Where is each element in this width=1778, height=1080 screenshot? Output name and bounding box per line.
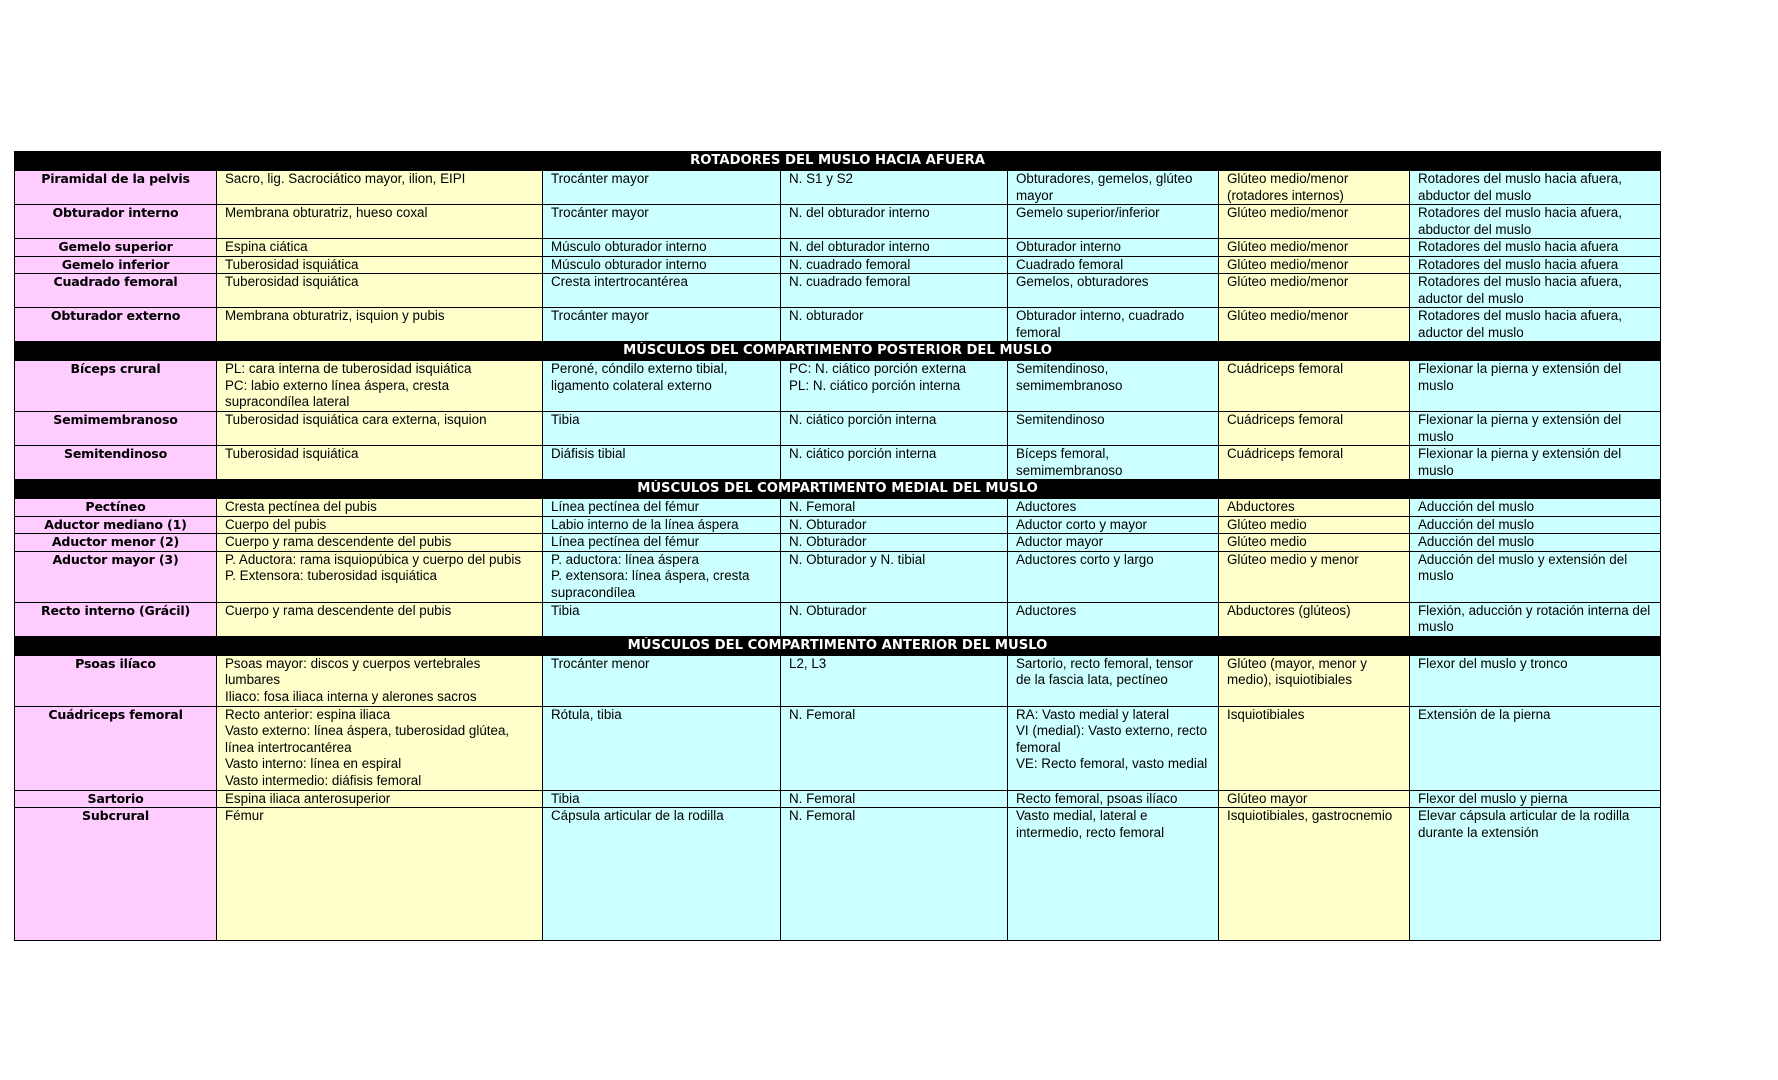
innervation-cell: N. Obturador y N. tibial	[781, 551, 1008, 602]
antagonist-cell: Glúteo medio y menor	[1219, 551, 1410, 602]
antagonist-cell: Glúteo medio/menor	[1219, 274, 1410, 308]
antagonist-cell: Glúteo mayor	[1219, 790, 1410, 808]
muscle-name-cell: Aductor mediano (1)	[15, 516, 217, 534]
table-row	[15, 534, 1661, 552]
function-cell: Flexionar la pierna y extensión del muslo	[1410, 412, 1661, 446]
antagonist-cell: Glúteo medio	[1219, 516, 1410, 534]
function-cell: Aducción del muslo	[1410, 534, 1661, 552]
synergist-cell: Cuadrado femoral	[1008, 256, 1219, 274]
insertion-cell: Tibia	[543, 602, 781, 636]
table-row	[15, 551, 1661, 602]
insertion-cell: Diáfisis tibial	[543, 446, 781, 480]
muscle-name-cell: Psoas ilíaco	[15, 655, 217, 706]
muscle-name-cell: Obturador externo	[15, 308, 217, 342]
table-row	[15, 602, 1661, 636]
innervation-cell: PC: N. ciático porción externa PL: N. ciático porción interna	[781, 361, 1008, 412]
innervation-cell: N. obturador	[781, 308, 1008, 342]
antagonist-cell: Cuádriceps femoral	[1219, 412, 1410, 446]
insertion-cell: Trocánter menor	[543, 655, 781, 706]
origin-cell: Sacro, lig. Sacrociático mayor, ilion, EIPI	[217, 171, 543, 205]
origin-cell: Cuerpo y rama descendente del pubis	[217, 534, 543, 552]
synergist-cell: Aductores	[1008, 499, 1219, 517]
antagonist-cell: Isquiotibiales	[1219, 706, 1410, 790]
origin-cell: Tuberosidad isquiática	[217, 446, 543, 480]
muscle-name-cell: Semitendinoso	[15, 446, 217, 480]
synergist-cell: Obturadores, gemelos, glúteo mayor	[1008, 171, 1219, 205]
innervation-cell: N. cuadrado femoral	[781, 274, 1008, 308]
section-title: ROTADORES DEL MUSLO HACIA AFUERA	[15, 152, 1661, 171]
insertion-cell: Cápsula articular de la rodilla	[543, 808, 781, 941]
origin-cell: Psoas mayor: discos y cuerpos vertebrales lumbares Iliaco: fosa iliaca interna y alerones sacros	[217, 655, 543, 706]
insertion-cell: Peroné, cóndilo externo tibial, ligamento colateral externo	[543, 361, 781, 412]
table-row	[15, 706, 1661, 790]
section-header-row	[15, 152, 1661, 171]
function-cell: Rotadores del muslo hacia afuera, aductor del muslo	[1410, 308, 1661, 342]
insertion-cell: Trocánter mayor	[543, 171, 781, 205]
table-row	[15, 171, 1661, 205]
section-title: MÚSCULOS DEL COMPARTIMENTO ANTERIOR DEL MUSLO	[15, 636, 1661, 655]
table-row	[15, 256, 1661, 274]
function-cell: Rotadores del muslo hacia afuera	[1410, 239, 1661, 257]
innervation-cell: N. Obturador	[781, 602, 1008, 636]
synergist-cell: Aductor mayor	[1008, 534, 1219, 552]
function-cell: Flexionar la pierna y extensión del muslo	[1410, 361, 1661, 412]
synergist-cell: Semitendinoso	[1008, 412, 1219, 446]
innervation-cell: N. ciático porción interna	[781, 412, 1008, 446]
muscle-name-cell: Cuadrado femoral	[15, 274, 217, 308]
insertion-cell: Trocánter mayor	[543, 308, 781, 342]
insertion-cell: Músculo obturador interno	[543, 256, 781, 274]
muscle-name-cell: Aductor mayor (3)	[15, 551, 217, 602]
section-title: MÚSCULOS DEL COMPARTIMENTO POSTERIOR DEL MUSLO	[15, 342, 1661, 361]
function-cell: Flexión, aducción y rotación interna del muslo	[1410, 602, 1661, 636]
innervation-cell: N. Femoral	[781, 499, 1008, 517]
origin-cell: Membrana obturatriz, hueso coxal	[217, 205, 543, 239]
muscle-name-cell: Subcrural	[15, 808, 217, 941]
origin-cell: PL: cara interna de tuberosidad isquiática PC: labio externo línea áspera, cresta supracondílea lateral	[217, 361, 543, 412]
function-cell: Rotadores del muslo hacia afuera	[1410, 256, 1661, 274]
table-row	[15, 790, 1661, 808]
antagonist-cell: Glúteo medio/menor (rotadores internos)	[1219, 171, 1410, 205]
table-row	[15, 808, 1661, 941]
section-header-row	[15, 636, 1661, 655]
muscle-name-cell: Aductor menor (2)	[15, 534, 217, 552]
insertion-cell: Labio interno de la línea áspera	[543, 516, 781, 534]
muscle-name-cell: Pectíneo	[15, 499, 217, 517]
antagonist-cell: Glúteo medio/menor	[1219, 239, 1410, 257]
innervation-cell: N. Obturador	[781, 516, 1008, 534]
origin-cell: Espina ciática	[217, 239, 543, 257]
innervation-cell: N. del obturador interno	[781, 239, 1008, 257]
antagonist-cell: Glúteo medio	[1219, 534, 1410, 552]
table-row	[15, 205, 1661, 239]
synergist-cell: Aductores corto y largo	[1008, 551, 1219, 602]
insertion-cell: Tibia	[543, 412, 781, 446]
table-row	[15, 499, 1661, 517]
innervation-cell: N. Femoral	[781, 808, 1008, 941]
origin-cell: Cuerpo y rama descendente del pubis	[217, 602, 543, 636]
table-row	[15, 361, 1661, 412]
function-cell: Flexionar la pierna y extensión del muslo	[1410, 446, 1661, 480]
table-row	[15, 412, 1661, 446]
synergist-cell: Sartorio, recto femoral, tensor de la fascia lata, pectíneo	[1008, 655, 1219, 706]
insertion-cell: P. aductora: línea áspera P. extensora: línea áspera, cresta supracondílea	[543, 551, 781, 602]
insertion-cell: Trocánter mayor	[543, 205, 781, 239]
synergist-cell: Obturador interno, cuadrado femoral	[1008, 308, 1219, 342]
table-row	[15, 274, 1661, 308]
synergist-cell: Semitendinoso, semimembranoso	[1008, 361, 1219, 412]
muscle-name-cell: Bíceps crural	[15, 361, 217, 412]
synergist-cell: Gemelo superior/inferior	[1008, 205, 1219, 239]
function-cell: Rotadores del muslo hacia afuera, abductor del muslo	[1410, 171, 1661, 205]
function-cell: Aducción del muslo y extensión del muslo	[1410, 551, 1661, 602]
synergist-cell: Vasto medial, lateral e intermedio, recto femoral	[1008, 808, 1219, 941]
table-row	[15, 655, 1661, 706]
section-header-row	[15, 342, 1661, 361]
origin-cell: Cresta pectínea del pubis	[217, 499, 543, 517]
synergist-cell: Aductores	[1008, 602, 1219, 636]
innervation-cell: L2, L3	[781, 655, 1008, 706]
table-row	[15, 239, 1661, 257]
innervation-cell: N. del obturador interno	[781, 205, 1008, 239]
origin-cell: Espina iliaca anterosuperior	[217, 790, 543, 808]
insertion-cell: Rótula, tibia	[543, 706, 781, 790]
function-cell: Extensión de la pierna	[1410, 706, 1661, 790]
synergist-cell: Gemelos, obturadores	[1008, 274, 1219, 308]
insertion-cell: Cresta intertrocantérea	[543, 274, 781, 308]
function-cell: Elevar cápsula articular de la rodilla durante la extensión	[1410, 808, 1661, 941]
antagonist-cell: Abductores	[1219, 499, 1410, 517]
innervation-cell: N. Obturador	[781, 534, 1008, 552]
antagonist-cell: Glúteo medio/menor	[1219, 256, 1410, 274]
function-cell: Flexor del muslo y tronco	[1410, 655, 1661, 706]
synergist-cell: Bíceps femoral, semimembranoso	[1008, 446, 1219, 480]
section-header-row	[15, 480, 1661, 499]
origin-cell: Membrana obturatriz, isquion y pubis	[217, 308, 543, 342]
muscle-name-cell: Cuádriceps femoral	[15, 706, 217, 790]
section-title: MÚSCULOS DEL COMPARTIMENTO MEDIAL DEL MUSLO	[15, 480, 1661, 499]
origin-cell: Cuerpo del pubis	[217, 516, 543, 534]
table-row	[15, 446, 1661, 480]
table-row	[15, 308, 1661, 342]
function-cell: Flexor del muslo y pierna	[1410, 790, 1661, 808]
muscle-name-cell: Semimembranoso	[15, 412, 217, 446]
synergist-cell: Obturador interno	[1008, 239, 1219, 257]
antagonist-cell: Cuádriceps femoral	[1219, 361, 1410, 412]
origin-cell: Tuberosidad isquiática	[217, 256, 543, 274]
insertion-cell: Tibia	[543, 790, 781, 808]
antagonist-cell: Glúteo (mayor, menor y medio), isquiotibiales	[1219, 655, 1410, 706]
muscle-table-body	[15, 152, 1661, 941]
antagonist-cell: Glúteo medio/menor	[1219, 308, 1410, 342]
innervation-cell: N. ciático porción interna	[781, 446, 1008, 480]
insertion-cell: Músculo obturador interno	[543, 239, 781, 257]
muscle-name-cell: Gemelo inferior	[15, 256, 217, 274]
insertion-cell: Línea pectínea del fémur	[543, 499, 781, 517]
function-cell: Aducción del muslo	[1410, 516, 1661, 534]
synergist-cell: RA: Vasto medial y lateral VI (medial): Vasto externo, recto femoral VE: Recto femoral, vasto medial	[1008, 706, 1219, 790]
origin-cell: Tuberosidad isquiática cara externa, isquion	[217, 412, 543, 446]
antagonist-cell: Glúteo medio/menor	[1219, 205, 1410, 239]
origin-cell: P. Aductora: rama isquiopúbica y cuerpo del pubis P. Extensora: tuberosidad isquiática	[217, 551, 543, 602]
synergist-cell: Recto femoral, psoas ilíaco	[1008, 790, 1219, 808]
muscle-name-cell: Recto interno (Grácil)	[15, 602, 217, 636]
origin-cell: Fémur	[217, 808, 543, 941]
synergist-cell: Aductor corto y mayor	[1008, 516, 1219, 534]
function-cell: Rotadores del muslo hacia afuera, aductor del muslo	[1410, 274, 1661, 308]
table-row	[15, 516, 1661, 534]
function-cell: Rotadores del muslo hacia afuera, abductor del muslo	[1410, 205, 1661, 239]
function-cell: Aducción del muslo	[1410, 499, 1661, 517]
antagonist-cell: Isquiotibiales, gastrocnemio	[1219, 808, 1410, 941]
innervation-cell: N. cuadrado femoral	[781, 256, 1008, 274]
origin-cell: Recto anterior: espina iliaca Vasto externo: línea áspera, tuberosidad glútea, línea intertrocantérea Vasto interno: línea en espiral Vasto intermedio: diáfisis femoral	[217, 706, 543, 790]
insertion-cell: Línea pectínea del fémur	[543, 534, 781, 552]
antagonist-cell: Abductores (glúteos)	[1219, 602, 1410, 636]
muscle-name-cell: Obturador interno	[15, 205, 217, 239]
origin-cell: Tuberosidad isquiática	[217, 274, 543, 308]
antagonist-cell: Cuádriceps femoral	[1219, 446, 1410, 480]
muscle-name-cell: Gemelo superior	[15, 239, 217, 257]
muscle-name-cell: Piramidal de la pelvis	[15, 171, 217, 205]
innervation-cell: N. S1 y S2	[781, 171, 1008, 205]
innervation-cell: N. Femoral	[781, 706, 1008, 790]
muscle-name-cell: Sartorio	[15, 790, 217, 808]
muscle-table	[14, 151, 1661, 941]
innervation-cell: N. Femoral	[781, 790, 1008, 808]
